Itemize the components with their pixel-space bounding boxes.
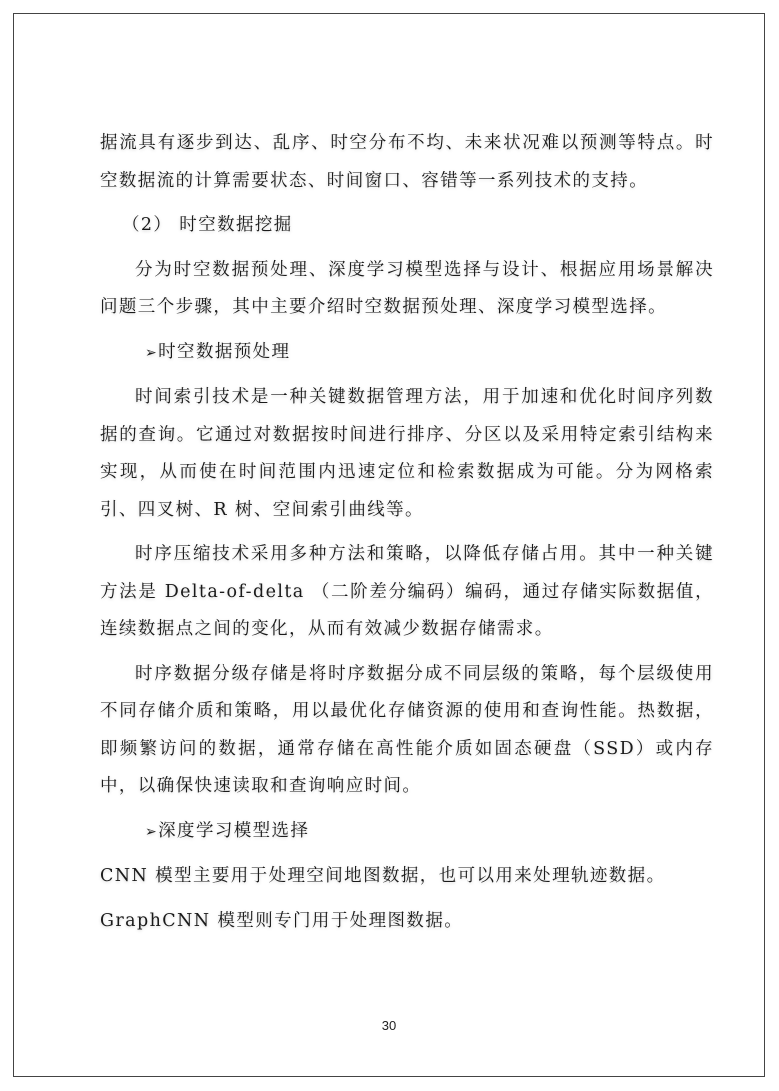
- paragraph-continuation: 据流具有逐步到达、乱序、时空分布不均、未来状况难以预测等特点。时空数据流的计算需要状态、时间窗口、容错等一系列技术的支持。: [100, 133, 714, 191]
- section-heading: （2） 时空数据挖掘: [122, 215, 293, 235]
- paragraph: CNN 模型主要用于处理空间地图数据，也可以用来处理轨迹数据。: [100, 866, 666, 886]
- document-page: [13, 13, 765, 1077]
- page-number: 30: [381, 1018, 397, 1033]
- page-body: [100, 125, 714, 940]
- paragraph: 时间索引技术是一种关键数据管理方法，用于加速和优化时间序列数据的查询。它通过对数据按时间进行排序、分区以及采用特定索引结构来实现，从而使在时间范围内迅速定位和检索数据成为可能。分为网格索引、四叉树、R 树、空间索引曲线等。: [100, 387, 714, 520]
- subsection-label: 时空数据预处理: [158, 341, 291, 362]
- paragraph: 时序压缩技术采用多种方法和策略，以降低存储占用。其中一种关键方法是 Delta-of-delta （二阶差分编码）编码，通过存储实际数据值，连续数据点之间的变化，从而有效减少数据存储需求。: [100, 544, 714, 639]
- arrow-bullet-icon: ➢: [145, 344, 159, 361]
- subsection-heading-preprocessing: [100, 334, 714, 373]
- subsection-heading-model-selection: [100, 813, 714, 852]
- paragraph: 分为时空数据预处理、深度学习模型选择与设计、根据应用场景解决问题三个步骤，其中主要介绍时空数据预处理、深度学习模型选择。: [100, 259, 714, 317]
- paragraph: 时序数据分级存储是将时序数据分成不同层级的策略，每个层级使用不同存储介质和策略，用以最优化存储资源的使用和查询性能。热数据，即频繁访问的数据，通常存储在高性能介质如固态硬盘（SSD）或内存中，以确保快速读取和查询响应时间。: [100, 663, 714, 796]
- subsection-label: 深度学习模型选择: [158, 820, 310, 841]
- paragraph: GraphCNN 模型则专门用于处理图数据。: [100, 910, 464, 931]
- arrow-bullet-icon: ➢: [145, 823, 159, 840]
